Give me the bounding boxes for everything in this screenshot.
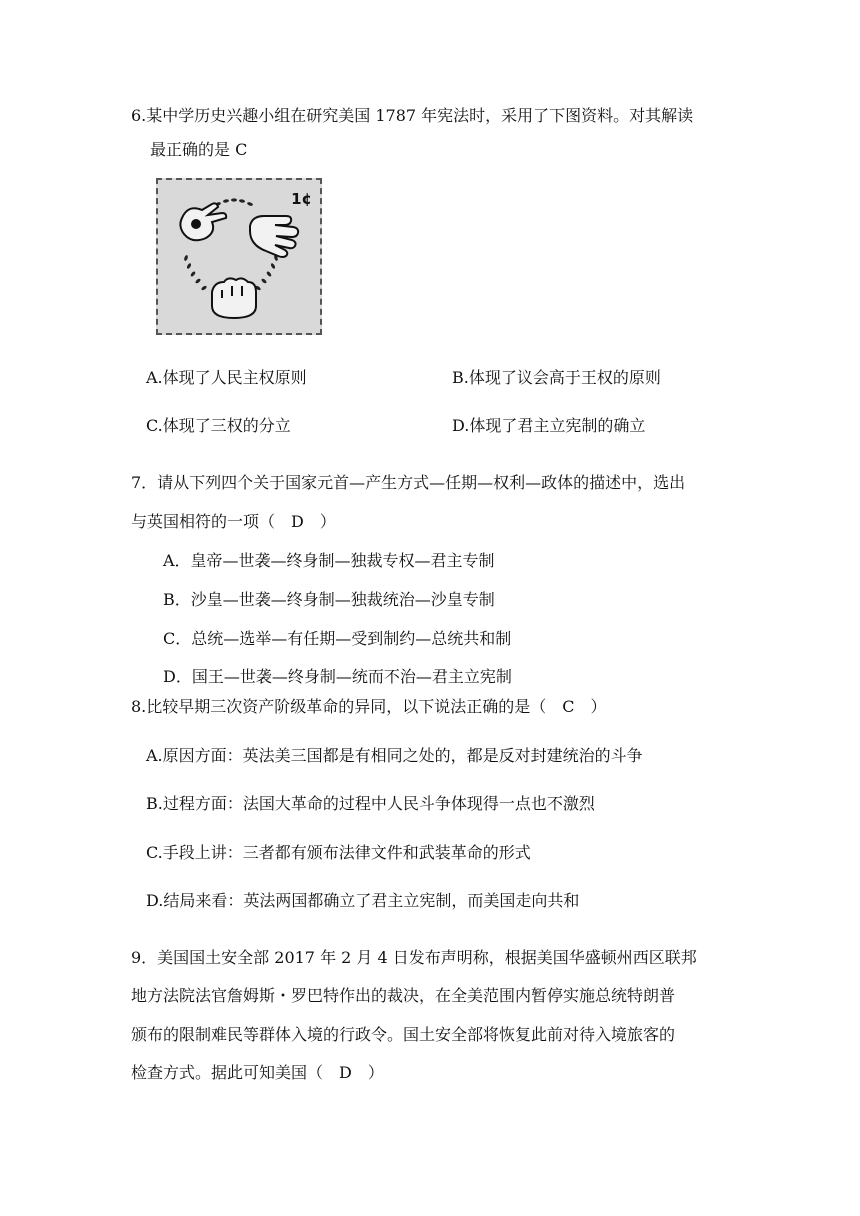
leaf-arrow-right bbox=[255, 255, 279, 291]
q6-option-a[interactable]: A.体现了人民主权原则 bbox=[146, 368, 307, 387]
q7-option-b[interactable]: B．沙皇—世袭—终身制—独裁统治—沙皇专制 bbox=[163, 590, 495, 609]
q6-stem-line1: 6.某中学历史兴趣小组在研究美国 1787 年宪法时，采用了下图资料。对其解读 bbox=[131, 106, 694, 125]
q6-option-d[interactable]: D.体现了君主立宪制的确立 bbox=[452, 416, 646, 435]
q8-stem: 8.比较早期三次资产阶级革命的异同，以下说法正确的是（ C ） bbox=[131, 697, 607, 716]
q7-stem-line1: 7．请从下列四个关于国家元首—产生方式—任期—权利—政体的描述中，选出 bbox=[131, 473, 686, 492]
rock-fist-icon bbox=[212, 278, 256, 318]
leaf-arrow-top bbox=[215, 198, 254, 206]
q8-option-d[interactable]: D.结局来看：英法两国都确立了君主立宪制，而美国走向共和 bbox=[146, 891, 580, 910]
q9-stem-line4: 检查方式。据此可知美国（ D ） bbox=[131, 1063, 384, 1082]
q8-option-b[interactable]: B.过程方面：法国大革命的过程中人民斗争体现得一点也不激烈 bbox=[146, 794, 595, 813]
q7-stem-line2: 与英国相符的一项（ D ） bbox=[131, 512, 336, 531]
q7-option-c[interactable]: C．总统—选举—有任期—受到制约—总统共和制 bbox=[163, 629, 512, 648]
q6-figure-stamp bbox=[156, 178, 322, 335]
q7-option-a[interactable]: A．皇帝—世袭—终身制—独裁专权—君主专制 bbox=[163, 551, 495, 570]
q9-stem-line1: 9．美国国土安全部 2017 年 2 月 4 日发布声明称，根据美国华盛顿州西区联邦 bbox=[131, 948, 697, 967]
q6-option-c[interactable]: C.体现了三权的分立 bbox=[146, 416, 291, 435]
scissors-hand-icon bbox=[180, 203, 226, 240]
q6-option-b[interactable]: B.体现了议会高于王权的原则 bbox=[452, 368, 661, 387]
q9-stem-line2: 地方法院法官詹姆斯・罗巴特作出的裁决，在全美范围内暂停实施总统特朗普 bbox=[131, 986, 676, 1005]
q8-option-c[interactable]: C.手段上讲：三者都有颁布法律文件和武装革命的形式 bbox=[146, 843, 531, 862]
q6-stem-line2: 最正确的是 C bbox=[150, 140, 248, 159]
q7-option-d[interactable]: D．国王—世袭—终身制—统而不治—君主立宪制 bbox=[163, 667, 512, 686]
paper-hand-icon bbox=[250, 216, 298, 257]
q8-option-a[interactable]: A.原因方面：英法美三国都是有相同之处的，都是反对封建统治的斗争 bbox=[146, 746, 643, 765]
stamp-denomination: 1¢ bbox=[291, 190, 312, 208]
leaf-arrow-left bbox=[183, 255, 207, 291]
q9-stem-line3: 颁布的限制难民等群体入境的行政令。国土安全部将恢复此前对待入境旅客的 bbox=[131, 1025, 676, 1044]
